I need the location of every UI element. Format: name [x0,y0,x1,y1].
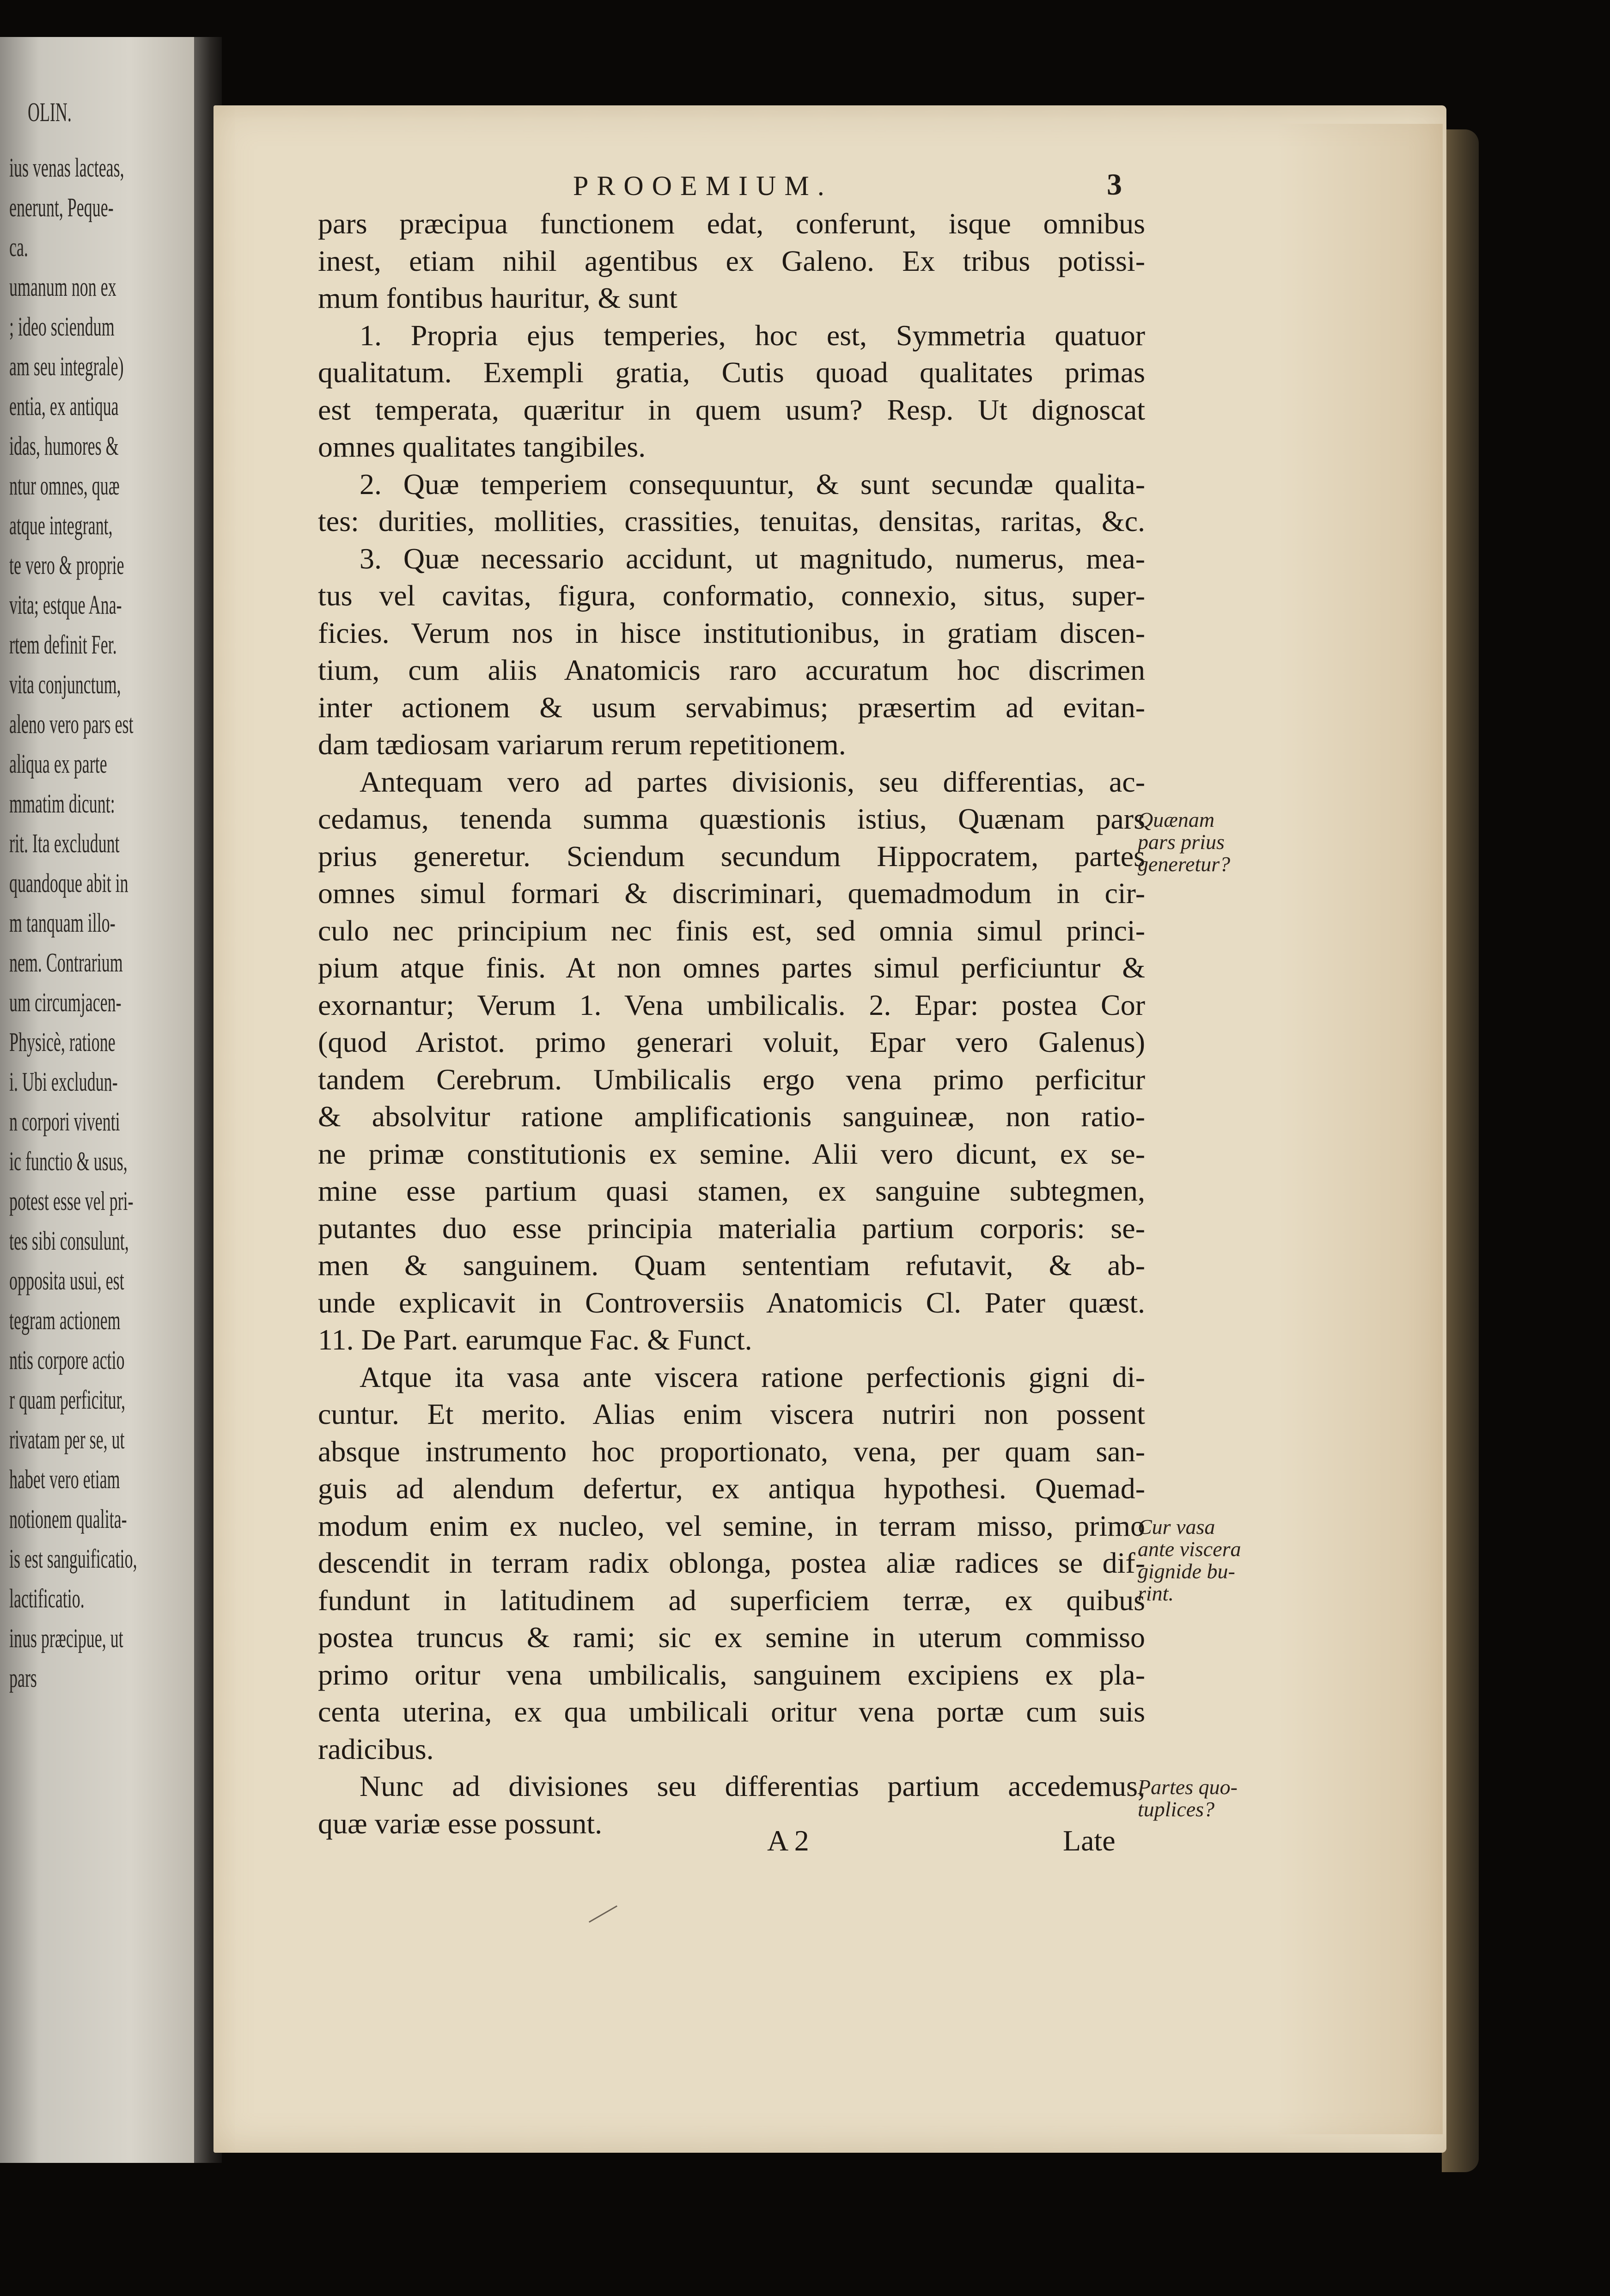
previous-page-line: n corpori viventi [9,1106,120,1136]
previous-page-line: enerunt, Peque- [9,192,114,222]
text-line: guis ad alendum defertur, ex antiqua hypothesi. Quemad- [318,1472,1145,1505]
text-line: postea truncus & rami; sic ex semine in uterum commisso [318,1621,1145,1654]
margin-note-line: pars prius [1138,830,1225,854]
signature-mark: A 2 [767,1824,809,1857]
margin-note [1138,809,1230,875]
text-line: absque instrumento hoc proportionato, vena, per quam san- [318,1435,1145,1468]
previous-page-line: r quam perficitur, [9,1385,126,1415]
previous-page-line: ic functio & usus, [9,1146,128,1176]
text-line: men & sanguinem. Quam sententiam refutavit, & ab- [318,1249,1145,1282]
previous-page-line: ca. [9,232,28,262]
text-line: descendit in terram radix oblonga, postea aliæ radices se dif- [318,1546,1145,1579]
previous-page-line: idas, humores & [9,431,119,461]
previous-page-line: um circumjacen- [9,987,122,1017]
book-fore-edge [1442,129,1479,2172]
text-line: pium atque finis. At non omnes partes simul perficiuntur & [318,951,1145,984]
previous-page-line: rtem definit Fer. [9,629,117,659]
previous-page-line: ntis corpore actio [9,1345,125,1375]
previous-page-line: notionem qualita- [9,1504,127,1534]
previous-page-line: aliqua ex parte [9,749,107,779]
text-line: tandem Cerebrum. Umbilicalis ergo vena primo perficitur [318,1063,1145,1096]
text-line: cedamus, tenenda summa quæstionis istius, Quænam pars [318,802,1145,835]
text-line: primo oritur vena umbilicalis, sanguinem excipiens ex pla- [318,1658,1145,1691]
margin-note-line: gignide bu- [1138,1559,1235,1583]
previous-page-line: aleno vero pars est [9,709,134,739]
text-line: ficies. Verum nos in hisce institutionibus, in gratiam discen- [318,616,1145,649]
text-line: inest, etiam nihil agentibus ex Galeno. Ex tribus potissi- [318,244,1145,277]
previous-page-line: ; ideo sciendum [9,311,115,342]
text-line: omnes simul formari & discriminari, quemadmodum in cir- [318,877,1145,910]
text-line: tes: durities, mollities, crassities, tenuitas, densitas, raritas, &c. [318,505,1145,537]
previous-page-line: lactificatio. [9,1583,85,1613]
text-line: omnes qualitates tangibiles. [318,430,646,463]
text-line: quæ variæ esse possunt. [318,1807,603,1840]
text-line: fundunt in latitudinem ad superficiem terræ, ex quibus [318,1583,1145,1617]
previous-page-line: rit. Ita excludunt [9,828,120,858]
previous-page-line: opposita usui, est [9,1265,124,1295]
margin-note-line: tuplices? [1138,1797,1215,1821]
previous-page-line: habet vero etiam [9,1464,120,1494]
text-line: Nunc ad divisiones seu differentias partium accedemus, [360,1770,1145,1802]
text-line: mine esse partium quasi stamen, ex sanguine subtegmen, [318,1174,1145,1207]
previous-page-line: entia, ex antiqua [9,391,119,421]
text-line: 1. Propria ejus temperies, hoc est, Symmetria quatuor [360,318,1145,352]
running-head: PROOEMIUM. [573,171,833,201]
previous-page-line: am seu integrale) [9,351,124,381]
text-line: exornantur; Verum 1. Vena umbilicalis. 2. Epar: postea Cor [318,988,1145,1021]
text-line: (quod Aristot. primo generari voluit, Epar vero Galenus) [318,1026,1145,1058]
previous-page-line: m tanquam illo- [9,908,116,938]
body-text [318,205,1145,1842]
previous-page-line: vita; estque Ana- [9,590,122,620]
previous-page-text [9,97,208,1698]
text-line: 3. Quæ necessario accidunt, ut magnitudo, numerus, mea- [360,542,1145,575]
text-line: Antequam vero ad partes divisionis, seu differentias, ac- [360,765,1145,798]
previous-page-line: pars [9,1663,37,1693]
text-line: 11. De Part. earumque Fac. & Funct. [318,1323,752,1356]
previous-page-line: te vero & proprie [9,550,124,580]
page-edge-stain [1276,124,1443,2134]
previous-page-line: umanum non ex [9,272,116,302]
margin-note-line: Cur vasa [1138,1514,1215,1539]
margin-note-line: rint. [1138,1581,1174,1605]
previous-page [0,37,217,2163]
previous-page-line: ntur omnes, quæ [9,470,120,501]
text-line: qualitatum. Exempli gratia, Cutis quoad qualitates primas [318,356,1145,389]
text-line: centa uterina, ex qua umbilicali oritur vena portæ cum suis [318,1695,1145,1728]
text-line: dam tædiosam variarum rerum repetitionem. [318,728,846,761]
text-line: 2. Quæ temperiem consequuntur, & sunt secundæ qualita- [360,467,1145,501]
margin-note-line: Partes quo- [1138,1775,1238,1799]
previous-page-line: i. Ubi excludun- [9,1067,118,1097]
previous-page-line: rivatam per se, ut [9,1424,125,1454]
previous-page-line: inus præcipue, ut [9,1623,123,1653]
margin-note-line: Quænam [1138,808,1215,831]
previous-page-line: Physicè, ratione [9,1027,116,1057]
text-line: cuntur. Et merito. Alias enim viscera nutriri non possent [318,1398,1145,1430]
previous-page-line: nem. Contrarium [9,947,123,977]
page-number: 3 [1107,168,1122,202]
text-line: inter actionem & usum servabimus; præsertim ad evitan- [318,690,1145,724]
text-line: tus vel cavitas, figura, conformatio, connexio, situs, super- [318,579,1145,612]
text-line: est temperata, quæritur in quem usum? Resp. Ut dignoscat [318,393,1145,426]
previous-page-line: is est sanguificatio, [9,1544,137,1574]
previous-page-line: quandoque abit in [9,868,128,898]
previous-page-line: vita conjunctum, [9,669,121,699]
text-line: unde explicavit in Controversiis Anatomicis Cl. Pater quæst. [318,1286,1145,1319]
text-line: modum enim ex nucleo, vel semine, in terram misso, primo [318,1509,1145,1542]
margin-note [1138,1776,1238,1820]
catchword: Late [1063,1824,1116,1857]
text-line: prius generetur. Sciendum secundum Hippocratem, partes [318,839,1145,873]
margin-note [1138,1516,1241,1605]
previous-page-line: atque integrant, [9,510,113,540]
text-line: culo nec principium nec finis est, sed omnia simul princi- [318,914,1145,947]
text-line: pars præcipua functionem edat, conferunt, isque omnibus [318,207,1145,240]
text-line: radicibus. [318,1732,434,1765]
text-line: mum fontibus hauritur, & sunt [318,281,677,314]
previous-page-line: mmatim dicunt: [9,788,115,818]
previous-page-line: ius venas lacteas, [9,153,124,183]
text-line: & absolvitur ratione amplificationis sanguineæ, non ratio- [318,1100,1145,1133]
margin-note-line: ante viscera [1138,1537,1241,1561]
text-line: Atque ita vasa ante viscera ratione perfectionis gigni di- [360,1360,1145,1393]
text-line: putantes duo esse principia materialia partium corporis: se- [318,1211,1145,1245]
margin-note-line: generetur? [1138,852,1231,876]
previous-page-line: potest esse vel pri- [9,1186,134,1216]
previous-page-line: tegram actionem [9,1305,121,1335]
previous-page-header: OLIN. [28,97,72,127]
text-line: tium, cum aliis Anatomicis raro accuratum hoc discrimen [318,653,1145,686]
previous-page-line: tes sibi consulunt, [9,1226,129,1256]
text-line: ne primæ constitutionis ex semine. Alii vero dicunt, ex se- [318,1137,1145,1170]
